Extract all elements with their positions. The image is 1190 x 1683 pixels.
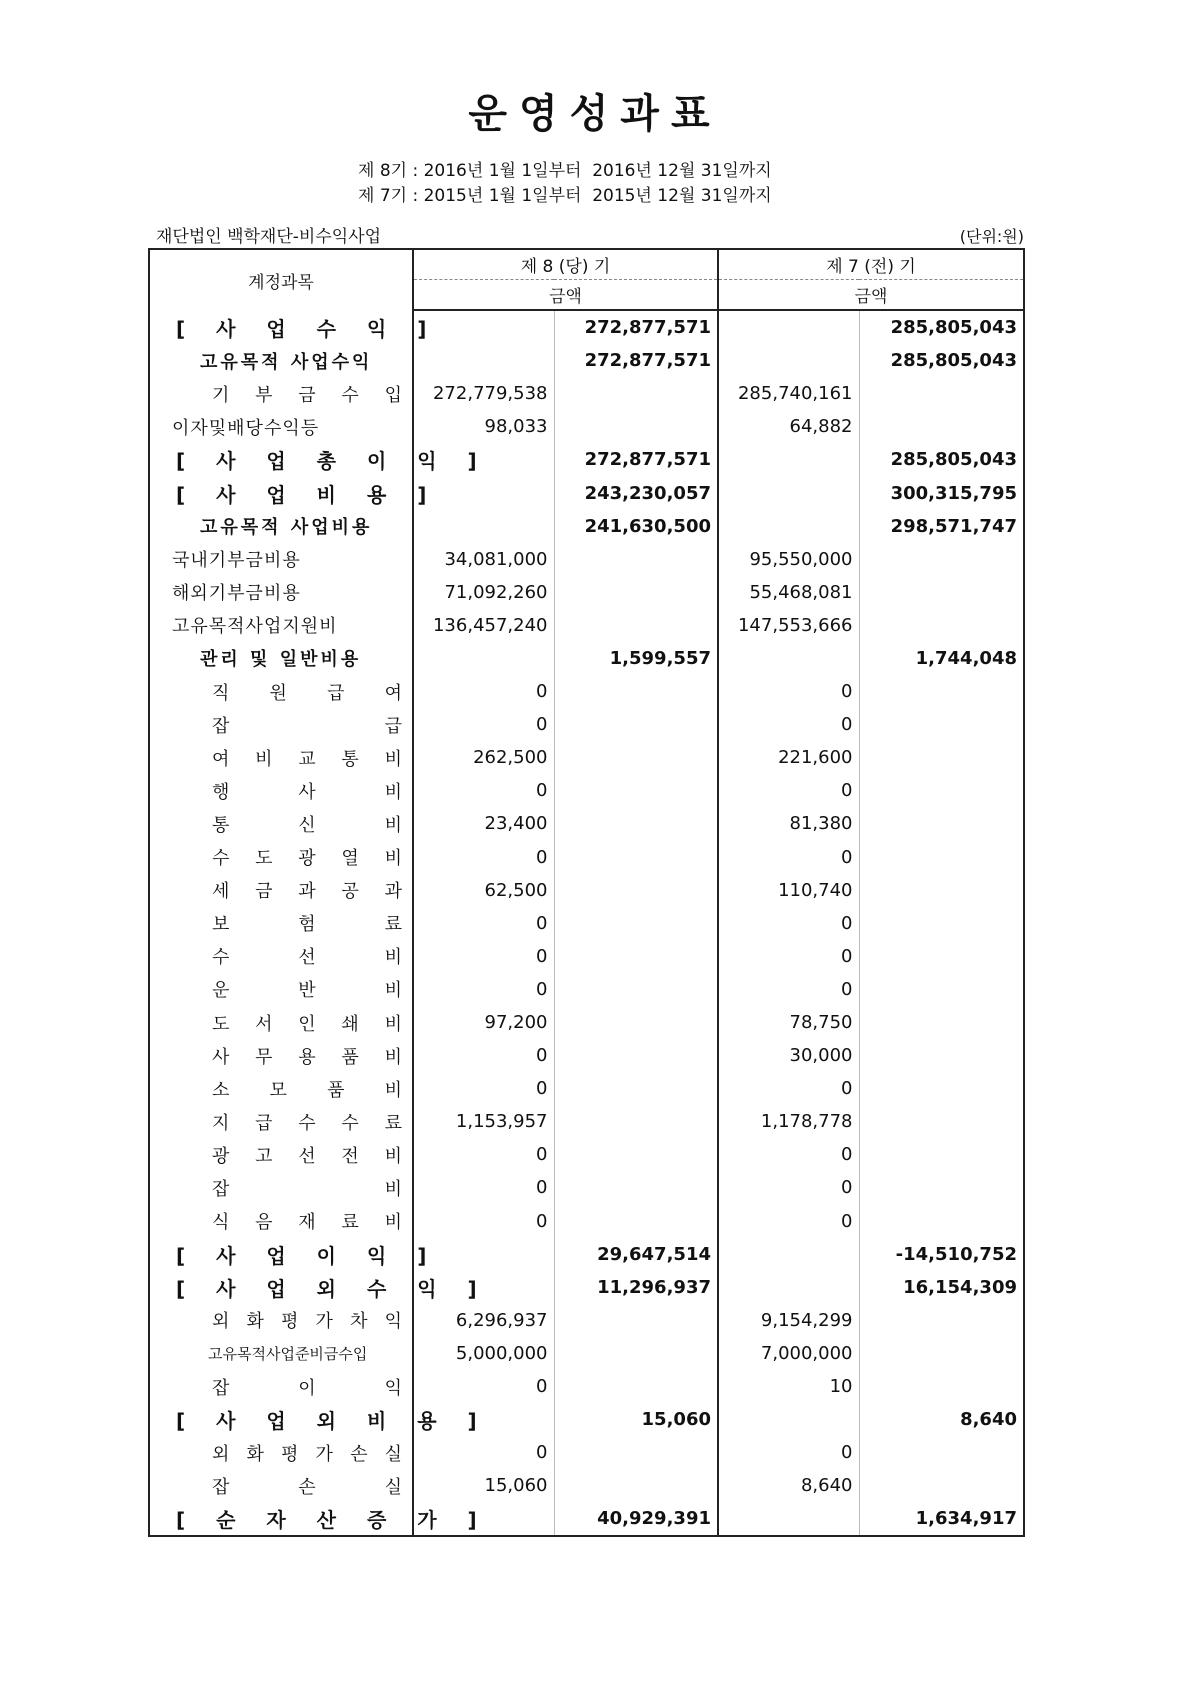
account-label: [ 사 업 총 이 익 ] bbox=[176, 449, 489, 474]
prior-total-amount bbox=[859, 774, 1024, 807]
prior-detail-amount bbox=[718, 443, 859, 476]
account-label: 행 사 비 bbox=[212, 781, 402, 803]
prior-total-amount: 16,154,309 bbox=[903, 1276, 1017, 1298]
account-cell bbox=[149, 1370, 413, 1403]
current-total-amount: 1,599,557 bbox=[554, 642, 718, 675]
current-total-amount: 15,060 bbox=[554, 1403, 718, 1436]
prior-detail-amount: 81,380 bbox=[718, 807, 859, 840]
account-cell bbox=[149, 1337, 413, 1370]
current-detail-amount: 62,500 bbox=[413, 874, 554, 907]
account-cell bbox=[149, 310, 439, 344]
prior-detail-amount: 0 bbox=[718, 1072, 859, 1105]
current-detail-amount: 98,033 bbox=[413, 410, 554, 443]
prior-detail-amount bbox=[718, 1271, 859, 1304]
statement-row bbox=[149, 874, 1024, 907]
account-cell bbox=[149, 410, 413, 443]
statement-row bbox=[149, 1238, 1024, 1271]
account-cell bbox=[149, 774, 413, 807]
statement-title: 운영성과표 bbox=[468, 91, 722, 137]
current-total-amount: 272,877,571 bbox=[554, 344, 718, 377]
account-cell bbox=[149, 973, 413, 1006]
prior-total-amount: -14,510,752 bbox=[895, 1243, 1017, 1265]
prior-detail-amount: 0 bbox=[718, 675, 859, 708]
statement-row bbox=[149, 642, 1024, 675]
statement-row bbox=[149, 1403, 1024, 1436]
prior-detail-amount: 8,640 bbox=[718, 1469, 859, 1502]
current-detail-amount: 0 bbox=[413, 774, 554, 807]
statement-row bbox=[149, 1271, 1024, 1304]
entity-name: 재단법인 백학재단-비수익사업 bbox=[156, 227, 382, 247]
account-label: 수 선 비 bbox=[212, 947, 402, 969]
unit-label: (단위:원) bbox=[959, 227, 1024, 246]
statement-row bbox=[149, 1105, 1024, 1138]
statement-row bbox=[149, 576, 1024, 609]
current-total-amount bbox=[554, 410, 718, 443]
statement-body bbox=[149, 310, 1024, 1536]
prior-total-amount: 1,634,917 bbox=[915, 1508, 1017, 1530]
current-detail-amount: 0 bbox=[413, 1171, 554, 1204]
current-detail-amount: 0 bbox=[413, 1370, 554, 1403]
period-prior: 제 7기 : 2015년 1월 1일부터 2015년 12월 31일까지 bbox=[358, 186, 772, 206]
current-detail-amount: 0 bbox=[413, 708, 554, 741]
account-label: 이자및배당수익등 bbox=[172, 417, 320, 439]
current-total-amount bbox=[554, 1072, 718, 1105]
account-label: 고유목적 사업수익 bbox=[200, 351, 373, 373]
account-label: 운 반 비 bbox=[212, 980, 402, 1002]
account-label: 국내기부금비용 bbox=[172, 550, 301, 572]
account-label: [ 사 업 비 용 ] bbox=[176, 482, 439, 507]
prior-total-amount: 285,805,043 bbox=[890, 449, 1017, 471]
prior-detail-amount: 7,000,000 bbox=[718, 1337, 859, 1370]
prior-detail-amount: 0 bbox=[718, 841, 859, 874]
current-detail-amount: 0 bbox=[413, 1072, 554, 1105]
account-cell bbox=[149, 609, 413, 642]
prior-total-amount bbox=[859, 940, 1024, 973]
current-detail-amount bbox=[413, 344, 554, 377]
account-cell bbox=[149, 476, 439, 509]
statement-row bbox=[149, 708, 1024, 741]
current-detail-amount: 6,296,937 bbox=[413, 1304, 554, 1337]
account-cell bbox=[149, 443, 489, 476]
current-total-amount bbox=[554, 807, 718, 840]
current-total-amount bbox=[554, 1039, 718, 1072]
statement-row bbox=[149, 1072, 1024, 1105]
account-cell bbox=[149, 841, 413, 874]
current-total-amount bbox=[554, 675, 718, 708]
prior-total-amount bbox=[859, 1138, 1024, 1171]
current-detail-amount: 0 bbox=[413, 1138, 554, 1171]
account-cell bbox=[149, 377, 413, 410]
current-total-amount bbox=[554, 1138, 718, 1171]
statement-row bbox=[149, 1436, 1024, 1469]
current-detail-amount: 0 bbox=[413, 675, 554, 708]
prior-total-amount bbox=[859, 410, 1024, 443]
prior-detail-amount bbox=[718, 310, 859, 344]
account-label: 직 원 급 여 bbox=[212, 682, 402, 704]
prior-total-amount: 8,640 bbox=[960, 1409, 1017, 1431]
statement-row bbox=[149, 1138, 1024, 1171]
account-cell bbox=[149, 1469, 413, 1502]
prior-total-amount bbox=[859, 708, 1024, 741]
prior-detail-amount: 285,740,161 bbox=[718, 377, 859, 410]
prior-total-amount bbox=[859, 841, 1024, 874]
account-label: 외 화 평 가 차 익 bbox=[212, 1311, 402, 1333]
account-label: 도 서 인 쇄 비 bbox=[212, 1013, 402, 1035]
prior-detail-amount bbox=[718, 1502, 859, 1536]
prior-total-amount bbox=[859, 1205, 1024, 1238]
statement-row bbox=[149, 1039, 1024, 1072]
current-total-amount bbox=[554, 1006, 718, 1039]
statement-row bbox=[149, 1205, 1024, 1238]
statement-row bbox=[149, 1469, 1024, 1502]
account-cell bbox=[149, 741, 413, 774]
prior-total-amount bbox=[859, 1039, 1024, 1072]
current-total-amount bbox=[554, 1171, 718, 1204]
account-cell bbox=[149, 1072, 413, 1105]
account-label: 사 무 용 품 비 bbox=[212, 1046, 402, 1068]
statement-row bbox=[149, 510, 1024, 543]
account-label: 지 급 수 수 료 bbox=[212, 1112, 402, 1134]
statement-table bbox=[148, 248, 1025, 1537]
prior-total-amount bbox=[859, 1171, 1024, 1204]
account-cell bbox=[149, 1436, 413, 1469]
account-cell bbox=[149, 543, 413, 576]
prior-detail-amount: 64,882 bbox=[718, 410, 859, 443]
prior-detail-amount bbox=[718, 476, 859, 509]
prior-detail-amount bbox=[718, 510, 859, 543]
account-cell bbox=[149, 1205, 413, 1238]
prior-detail-amount: 55,468,081 bbox=[718, 576, 859, 609]
current-detail-amount: 34,081,000 bbox=[413, 543, 554, 576]
current-total-amount: 241,630,500 bbox=[554, 510, 718, 543]
account-label: 세 금 과 공 과 bbox=[212, 881, 402, 903]
account-column-header: 계정과목 bbox=[149, 249, 413, 310]
prior-total-amount bbox=[859, 807, 1024, 840]
account-cell bbox=[149, 1271, 489, 1304]
current-detail-amount: 0 bbox=[413, 1436, 554, 1469]
prior-total-amount bbox=[859, 543, 1024, 576]
current-total-amount bbox=[554, 741, 718, 774]
prior-detail-amount bbox=[718, 1403, 859, 1436]
account-label: 고유목적 사업비용 bbox=[200, 517, 373, 539]
prior-detail-amount: 147,553,666 bbox=[718, 609, 859, 642]
account-cell bbox=[149, 1238, 439, 1271]
statement-row bbox=[149, 774, 1024, 807]
account-cell bbox=[149, 344, 413, 377]
prior-detail-amount: 0 bbox=[718, 940, 859, 973]
prior-period-header: 제 7 (전) 기 bbox=[718, 249, 1024, 280]
current-total-amount bbox=[554, 874, 718, 907]
account-label: 잡 이 익 bbox=[212, 1377, 402, 1399]
account-label: 고유목적사업준비금수입 bbox=[208, 1344, 368, 1363]
current-total-amount bbox=[554, 1337, 718, 1370]
prior-total-amount bbox=[859, 741, 1024, 774]
account-label: 수 도 광 열 비 bbox=[212, 848, 402, 870]
prior-total-amount bbox=[859, 1006, 1024, 1039]
prior-detail-amount: 78,750 bbox=[718, 1006, 859, 1039]
statement-row bbox=[149, 609, 1024, 642]
account-label: 해외기부금비용 bbox=[172, 583, 301, 605]
statement-row bbox=[149, 1337, 1024, 1370]
current-detail-amount: 0 bbox=[413, 907, 554, 940]
prior-total-amount bbox=[859, 1304, 1024, 1337]
current-total-amount bbox=[554, 576, 718, 609]
account-label: [ 사 업 수 익 ] bbox=[176, 316, 439, 341]
statement-row bbox=[149, 907, 1024, 940]
prior-total-amount bbox=[859, 1370, 1024, 1403]
prior-detail-amount: 0 bbox=[718, 1171, 859, 1204]
current-detail-amount: 0 bbox=[413, 841, 554, 874]
prior-total-amount bbox=[859, 874, 1024, 907]
statement-row bbox=[149, 973, 1024, 1006]
account-label: 광 고 선 전 비 bbox=[212, 1145, 402, 1167]
account-label: [ 사 업 외 비 용 ] bbox=[176, 1409, 489, 1434]
prior-total-amount bbox=[859, 1469, 1024, 1502]
statement-row bbox=[149, 675, 1024, 708]
prior-detail-amount: 221,600 bbox=[718, 741, 859, 774]
current-detail-amount: 0 bbox=[413, 1205, 554, 1238]
current-period-header: 제 8 (당) 기 bbox=[413, 249, 718, 280]
account-label: 소 모 품 비 bbox=[212, 1079, 402, 1101]
current-total-amount: 243,230,057 bbox=[554, 476, 718, 509]
current-total-amount: 40,929,391 bbox=[554, 1502, 718, 1536]
current-total-amount bbox=[554, 1436, 718, 1469]
current-total-amount bbox=[554, 1469, 718, 1502]
current-total-amount bbox=[554, 609, 718, 642]
prior-total-amount bbox=[859, 1105, 1024, 1138]
prior-total-amount bbox=[859, 907, 1024, 940]
account-cell bbox=[149, 940, 413, 973]
account-label: 기 부 금 수 입 bbox=[212, 384, 402, 406]
current-detail-amount: 0 bbox=[413, 1039, 554, 1072]
account-cell bbox=[149, 576, 413, 609]
account-cell bbox=[149, 874, 413, 907]
statement-row bbox=[149, 410, 1024, 443]
current-total-amount bbox=[554, 774, 718, 807]
account-cell bbox=[149, 708, 413, 741]
current-total-amount bbox=[554, 973, 718, 1006]
prior-detail-amount: 30,000 bbox=[718, 1039, 859, 1072]
current-total-amount: 29,647,514 bbox=[554, 1238, 718, 1271]
statement-row bbox=[149, 476, 1024, 509]
prior-total-amount bbox=[859, 609, 1024, 642]
account-label: 고유목적사업지원비 bbox=[172, 616, 338, 638]
account-label: 보 험 료 bbox=[212, 914, 402, 936]
statement-row bbox=[149, 443, 1024, 476]
statement-row bbox=[149, 543, 1024, 576]
prior-detail-amount: 1,178,778 bbox=[718, 1105, 859, 1138]
current-total-amount: 11,296,937 bbox=[554, 1271, 718, 1304]
current-total-amount bbox=[554, 940, 718, 973]
account-cell bbox=[149, 1006, 413, 1039]
prior-total-amount: 285,805,043 bbox=[890, 317, 1017, 339]
current-detail-amount: 136,457,240 bbox=[413, 609, 554, 642]
statement-row bbox=[149, 1502, 1024, 1536]
prior-total-amount bbox=[859, 973, 1024, 1006]
current-total-amount bbox=[554, 543, 718, 576]
statement-row bbox=[149, 344, 1024, 377]
current-detail-amount: 15,060 bbox=[413, 1469, 554, 1502]
account-cell bbox=[149, 1039, 413, 1072]
period-current: 제 8기 : 2016년 1월 1일부터 2016년 12월 31일까지 bbox=[358, 161, 772, 181]
prior-total-amount: 285,805,043 bbox=[890, 350, 1017, 372]
account-label: 잡 비 bbox=[212, 1178, 402, 1200]
statement-row bbox=[149, 310, 1024, 344]
prior-detail-amount: 0 bbox=[718, 1138, 859, 1171]
prior-total-amount bbox=[859, 675, 1024, 708]
prior-detail-amount: 9,154,299 bbox=[718, 1304, 859, 1337]
account-cell bbox=[149, 1171, 413, 1204]
statement-row bbox=[149, 841, 1024, 874]
prior-detail-amount: 0 bbox=[718, 907, 859, 940]
current-detail-amount bbox=[413, 510, 554, 543]
prior-detail-amount: 110,740 bbox=[718, 874, 859, 907]
prior-detail-amount: 0 bbox=[718, 708, 859, 741]
account-cell bbox=[149, 642, 413, 675]
current-total-amount: 272,877,571 bbox=[554, 443, 718, 476]
prior-total-amount bbox=[859, 576, 1024, 609]
prior-total-amount: 298,571,747 bbox=[890, 515, 1017, 537]
account-cell bbox=[149, 1502, 489, 1536]
current-detail-amount: 0 bbox=[413, 973, 554, 1006]
current-detail-amount: 0 bbox=[413, 940, 554, 973]
statement-row bbox=[149, 1370, 1024, 1403]
current-total-amount bbox=[554, 841, 718, 874]
current-total-amount bbox=[554, 1370, 718, 1403]
prior-detail-amount: 0 bbox=[718, 1436, 859, 1469]
current-total-amount bbox=[554, 708, 718, 741]
account-label: 통 신 비 bbox=[212, 814, 402, 836]
prior-total-amount bbox=[859, 1072, 1024, 1105]
prior-detail-amount: 0 bbox=[718, 973, 859, 1006]
account-label: 잡 급 bbox=[212, 715, 402, 737]
statement-row bbox=[149, 741, 1024, 774]
current-total-amount bbox=[554, 377, 718, 410]
prior-detail-amount: 0 bbox=[718, 1205, 859, 1238]
prior-amount-header: 금액 bbox=[718, 280, 1024, 311]
account-cell bbox=[149, 675, 413, 708]
prior-detail-amount bbox=[718, 1238, 859, 1271]
account-label: 외 화 평 가 손 실 bbox=[212, 1443, 402, 1465]
statement-row bbox=[149, 807, 1024, 840]
current-total-amount bbox=[554, 1304, 718, 1337]
account-cell bbox=[149, 1403, 489, 1436]
account-cell bbox=[149, 1105, 413, 1138]
prior-total-amount: 1,744,048 bbox=[915, 647, 1017, 669]
current-detail-amount: 262,500 bbox=[413, 741, 554, 774]
statement-row bbox=[149, 377, 1024, 410]
account-label: 여 비 교 통 비 bbox=[212, 748, 402, 770]
account-cell bbox=[149, 510, 413, 543]
current-total-amount bbox=[554, 1105, 718, 1138]
account-label: 식 음 재 료 비 bbox=[212, 1212, 402, 1234]
statement-row bbox=[149, 940, 1024, 973]
account-label: [ 사 업 외 수 익 ] bbox=[176, 1276, 489, 1301]
current-amount-header: 금액 bbox=[413, 280, 718, 311]
current-total-amount bbox=[554, 1205, 718, 1238]
account-label: [ 사 업 이 익 ] bbox=[176, 1243, 439, 1268]
current-total-amount: 272,877,571 bbox=[554, 310, 718, 344]
account-label: 관리 및 일반비용 bbox=[200, 649, 362, 671]
prior-total-amount bbox=[859, 1436, 1024, 1469]
prior-detail-amount: 0 bbox=[718, 774, 859, 807]
current-detail-amount: 97,200 bbox=[413, 1006, 554, 1039]
account-cell bbox=[149, 807, 413, 840]
prior-total-amount: 300,315,795 bbox=[890, 482, 1017, 504]
account-cell bbox=[149, 1304, 413, 1337]
current-detail-amount: 23,400 bbox=[413, 807, 554, 840]
current-detail-amount: 1,153,957 bbox=[413, 1105, 554, 1138]
prior-total-amount bbox=[859, 1337, 1024, 1370]
current-detail-amount: 71,092,260 bbox=[413, 576, 554, 609]
statement-row bbox=[149, 1006, 1024, 1039]
current-detail-amount bbox=[413, 642, 554, 675]
account-cell bbox=[149, 907, 413, 940]
account-cell bbox=[149, 1138, 413, 1171]
account-label: [ 순 자 산 증 가 ] bbox=[176, 1508, 489, 1533]
current-total-amount bbox=[554, 907, 718, 940]
current-detail-amount: 5,000,000 bbox=[413, 1337, 554, 1370]
statement-row bbox=[149, 1171, 1024, 1204]
prior-total-amount bbox=[859, 377, 1024, 410]
current-detail-amount: 272,779,538 bbox=[413, 377, 554, 410]
prior-detail-amount: 10 bbox=[718, 1370, 859, 1403]
prior-detail-amount bbox=[718, 344, 859, 377]
statement-row bbox=[149, 1304, 1024, 1337]
account-label: 잡 손 실 bbox=[212, 1476, 402, 1498]
prior-detail-amount: 95,550,000 bbox=[718, 543, 859, 576]
prior-detail-amount bbox=[718, 642, 859, 675]
